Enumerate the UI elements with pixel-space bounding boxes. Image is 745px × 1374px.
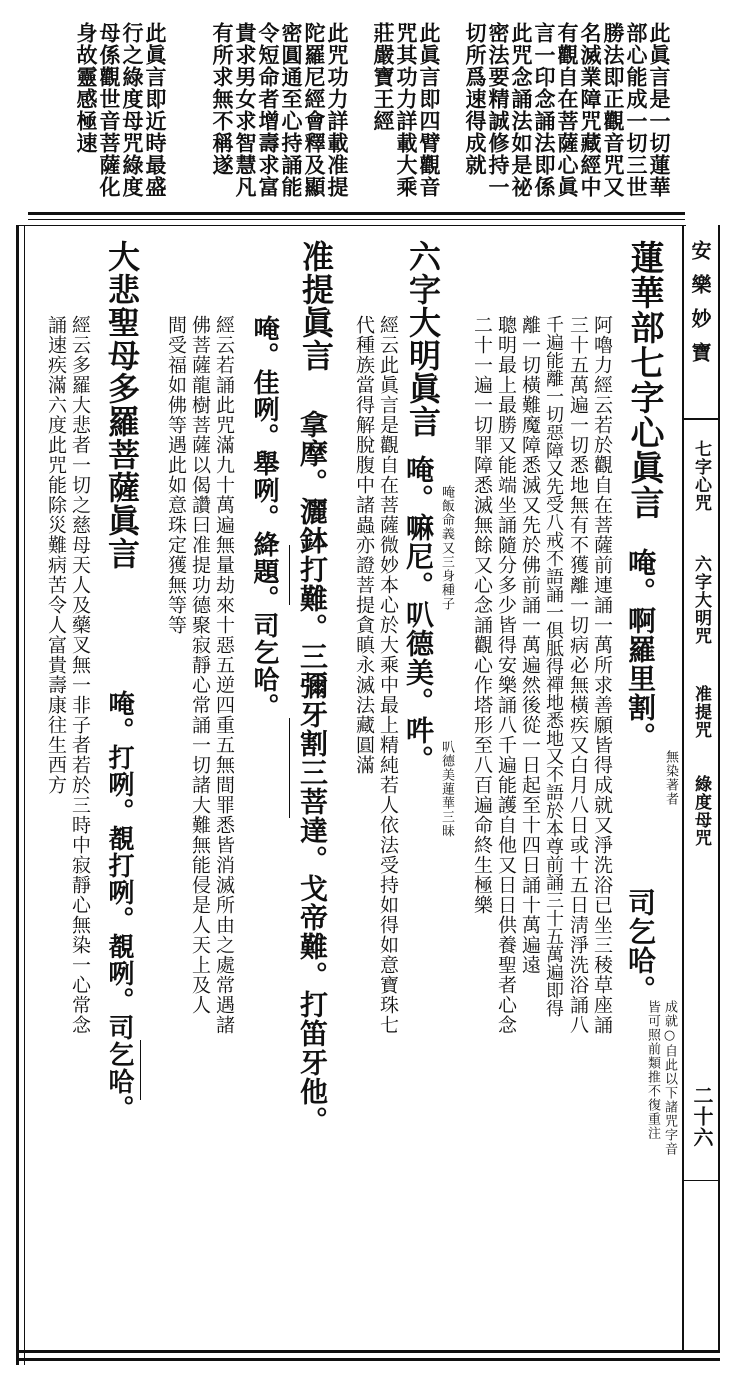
top-column: 此咒念誦法如是祕 xyxy=(509,22,534,198)
top-column: 勝法即正觀音咒又 xyxy=(601,22,626,198)
top-column: 有所求無不稱遂 xyxy=(210,22,235,176)
mantra-note: 成就○自此以下諸咒字音 xyxy=(662,1000,677,1156)
body-line: 誦速疾滿六度此咒能除災難病苦令人富貴壽康往生西方 xyxy=(45,315,67,795)
mantra-bracket xyxy=(289,718,290,818)
mantra-bracket xyxy=(289,545,290,605)
top-column: 貴求男女求智慧凡 xyxy=(233,22,258,198)
top-column: 此咒功力詳載准提 xyxy=(325,22,350,198)
top-column: 咒其功力詳載大乘 xyxy=(394,22,419,198)
section-heading-tara: 大悲聖母多羅菩薩眞言 xyxy=(103,240,141,570)
top-column: 此眞言是一切蓮華 xyxy=(647,22,672,198)
top-double-rule xyxy=(28,219,685,220)
mantra-six: 唵。嘛尼。叭德美。吽。 xyxy=(402,455,435,774)
body-line: 經云若誦此咒滿九十萬遍無量劫來十惡五逆四重五無間罪悉皆消滅所由之處常遇諸 xyxy=(213,315,235,1035)
body-line: 阿嚕力經云若於觀自在菩薩前連誦一萬所求善願皆得成就又淨洗浴已坐三稜草座誦 xyxy=(591,315,613,1035)
section-heading-lotus: 蓮華部七字心眞言 xyxy=(624,240,664,520)
body-line: 經云此眞言是觀自在菩薩微妙本心於大乘中最上精純若人依法受持如得如意寶珠七 xyxy=(377,315,399,1035)
mantra-lotus: 唵。啊羅里割。 xyxy=(624,548,657,751)
top-column: 密圓通至心持誦能 xyxy=(279,22,304,198)
top-column: 名滅業障咒藏經中 xyxy=(578,22,603,198)
side-panel-title: 安樂妙寶 xyxy=(688,240,712,376)
mantra-zhunti: 拿摩。灑鉢打難。三彌牙割三菩達。戈帝難。打笛牙他。 xyxy=(296,410,329,1135)
side-panel-divider xyxy=(682,225,684,1353)
mantra-note: 皆可照前類推不復重注 xyxy=(645,1000,660,1140)
body-line: 三十五萬遍一切悉地無有不獲離一切病必無橫疾又白月八日或十五日淸淨洗浴誦八 xyxy=(567,315,589,1035)
frame-bottom-border xyxy=(16,1358,720,1361)
side-panel-section: 准提咒 xyxy=(691,685,711,739)
body-line: 間受福如佛等遇此如意珠定獲無等等 xyxy=(165,315,187,635)
page-number: 二十六 xyxy=(690,1085,714,1148)
top-column: 陀羅尼經會釋及顯 xyxy=(302,22,327,198)
top-column: 母係觀世音菩薩化 xyxy=(97,22,122,198)
top-column: 此眞言即四臂觀音 xyxy=(417,22,442,198)
side-panel-divider xyxy=(718,225,720,1353)
top-column: 身故靈感極速 xyxy=(74,22,99,154)
side-panel-section: 綠度母咒 xyxy=(691,775,711,847)
mantra-note: 叭德美蓮華三昧 xyxy=(439,740,454,838)
body-line: 二十一遍一切罪障悉滅無餘又心念誦觀心作塔形至八百遍命終生極樂 xyxy=(471,315,493,915)
mantra-lotus-tail: 司乞哈。 xyxy=(624,888,657,1004)
top-double-rule xyxy=(28,212,685,215)
section-heading-six: 六字大明眞言 xyxy=(404,240,442,438)
side-panel-section: 六字大明咒 xyxy=(691,555,711,645)
body-line: 佛菩薩龍樹菩薩以偈讚曰准提功德聚寂靜心常誦一切諸大難無能侵是人天上及人 xyxy=(189,315,211,1015)
body-line: 代種族當得解脫腹中諸蟲亦證菩提貪瞋永滅法藏圓滿 xyxy=(353,315,375,775)
body-line: 經云多羅大悲者一切之慈母天人及藥叉無一非子者若於三時中寂靜心無染一心常念 xyxy=(69,315,91,1035)
top-column: 有觀自在菩薩心眞 xyxy=(555,22,580,198)
frame-left-border xyxy=(24,225,25,1365)
top-column: 密法要精誠修持一 xyxy=(486,22,511,198)
body-line: 離一切橫難魔障悉滅又先於佛前誦一萬遍然後從一日起至十四日誦十萬遍遠 xyxy=(519,315,541,975)
mantra-zhunti-second: 唵。佳咧。舉咧。絳題。司乞哈。 xyxy=(249,315,279,720)
frame-left-border xyxy=(16,225,19,1365)
top-column: 言一印念誦法即係 xyxy=(532,22,557,198)
body-line: 聰明最上最勝又能端坐誦隨分多少皆得安樂誦八千遍能護自他又日日供養聖者心念 xyxy=(495,315,517,1035)
top-column: 切所爲速得成就 xyxy=(463,22,488,176)
top-column: 行之綠度母咒綠度 xyxy=(120,22,145,198)
section-heading-zhunti: 准提眞言 xyxy=(297,240,335,372)
side-panel-divider xyxy=(682,418,720,420)
side-panel-section: 七字心咒 xyxy=(691,440,711,512)
mantra-note: 無染著者 xyxy=(663,750,678,806)
mantra-tara: 唵。打咧。覩打咧。覩咧。司乞哈。 xyxy=(104,690,134,1122)
mantra-bracket xyxy=(140,1040,141,1100)
top-column: 令短命者增壽求富 xyxy=(256,22,281,198)
top-column: 部心能成一切三世 xyxy=(624,22,649,198)
frame-top-border xyxy=(16,225,686,226)
frame-bottom-border xyxy=(16,1350,720,1353)
top-column: 莊嚴寶王經 xyxy=(371,22,396,132)
side-panel-divider xyxy=(682,1180,720,1181)
body-line: 千遍能離一切惡障又先受八戒不語誦一俱胝得禪地悉地又不語於本尊前誦三十五萬遍即得 xyxy=(543,315,564,1017)
top-column: 此眞言即近時最盛 xyxy=(143,22,168,198)
mantra-note: 唵飯命義又三身種子 xyxy=(439,485,454,611)
